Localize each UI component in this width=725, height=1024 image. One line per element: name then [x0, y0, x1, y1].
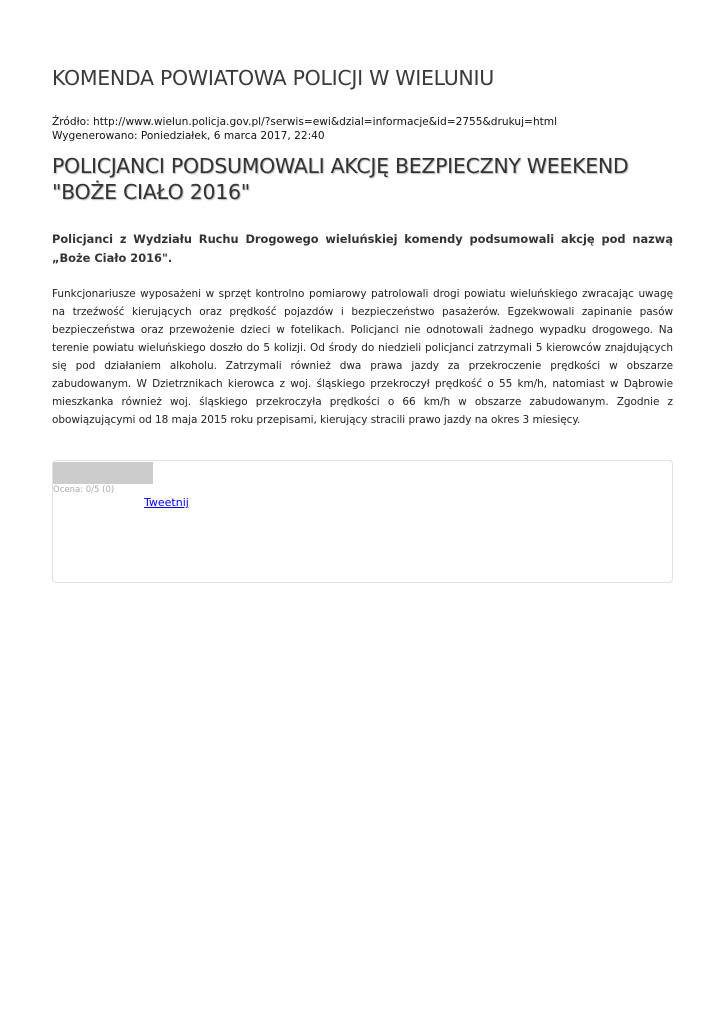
rating-label: Ocena: 0/5 (0) — [53, 485, 115, 495]
rating-stars-bar[interactable] — [53, 462, 153, 484]
article-title: POLICJANCI PODSUMOWALI AKCJĘ BEZPIECZNY WEEKEND "BOŻE CIAŁO 2016" — [52, 154, 629, 204]
source-line: Źródło: http://www.wielun.policja.gov.pl/?serwis=ewi&dzial=informacje&id=2755&drukuj=html — [52, 116, 558, 128]
generated-line: Wygenerowano: Poniedziałek, 6 marca 2017, 22:40 — [52, 130, 325, 142]
tweet-link[interactable]: Tweetnij — [144, 496, 189, 509]
print-meta — [52, 115, 557, 143]
rating-share-box — [52, 460, 673, 583]
article-lead: Policjanci z Wydziału Ruchu Drogowego wieluńskiej komendy podsumowali akcję pod nazwą „Boże Ciało 2016". — [52, 232, 673, 265]
site-title: KOMENDA POWIATOWA POLICJI W WIELUNIU — [52, 66, 494, 90]
article-body: Funkcjonariusze wyposażeni w sprzęt kontrolno pomiarowy patrolowali drogi powiatu wieluńskiego zwracając uwagę na trzeźwość kierujących oraz prędkość pojazdów i bezpieczeństwo pasażerów. Egzekwowali zapinanie pasów bezpieczeństwa oraz przewożenie dzieci w fotelikach. Policjanci nie odnotowali żadnego wypadku drogowego. Na terenie powiatu wieluńskiego doszło do 5 kolizji. Od środy do niedzieli policjanci zatrzymali 5 kierowców znajdujących się pod działaniem alkoholu. Zatrzymali również dwa prawa jazdy za przekroczenie prędkości w obszarze zabudowanym. W Dzietrznikach kierowca z woj. śląskiego przekroczył prędkość o 55 km/h, natomiast w Dąbrowie mieszkanka również woj. śląskiego przekroczyła prędkości o 66 km/h w obszarze zabudowanym. Zgodnie z obowiązującymi od 18 maja 2015 roku przepisami, kierujący stracili prawo jazdy na okres 3 miesięcy. — [52, 288, 673, 426]
